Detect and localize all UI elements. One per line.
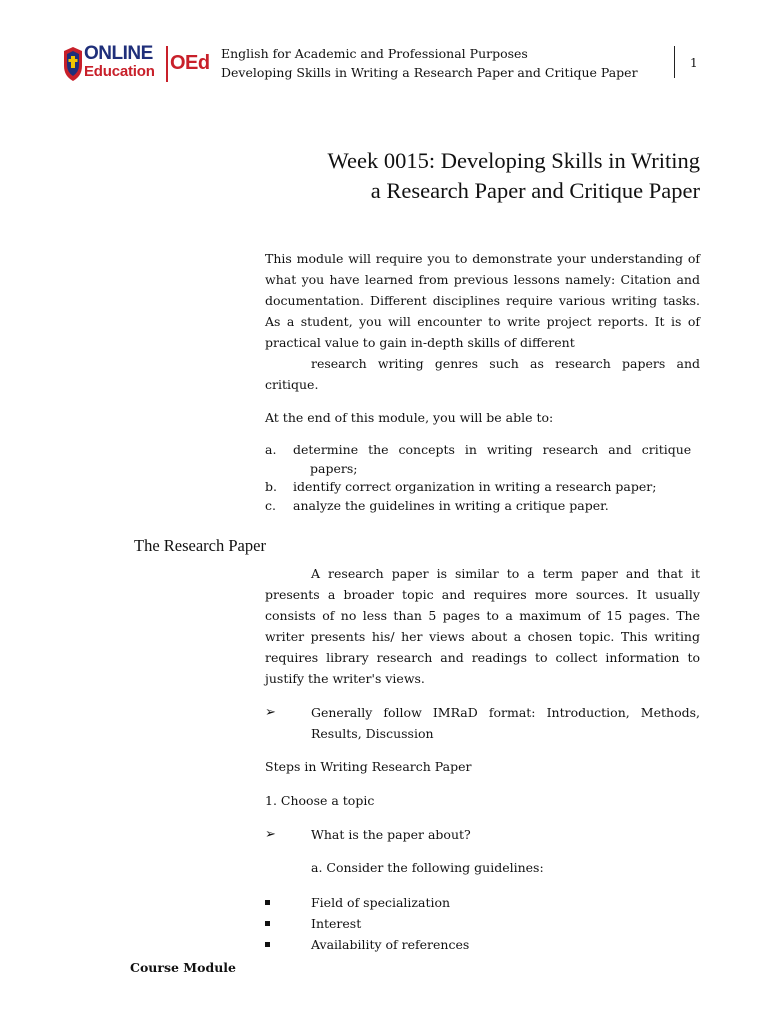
- square-bullet-icon: [265, 921, 270, 926]
- logo-oed-text: OEd: [170, 52, 210, 74]
- arrow-item-text: Generally follow IMRaD format: Introduction, Methods, Results, Discussion: [311, 705, 700, 741]
- objective-marker: c.: [265, 497, 276, 513]
- research-paper-paragraph: A research paper is similar to a term paper and that it presents a broader topic and requires more sources. It usually consists of no less than 5 pages to a maximum of 15 pages. The writer presents his/ her views about a chosen topic. This writing requires library research and readings to collect information to justify the writer's views.: [265, 566, 700, 686]
- header-course-title: English for Academic and Professional Purposes: [221, 46, 528, 61]
- intro-main-text: This module will require you to demonstrate your understanding of what you have learned from previous lessons namely: Citation and documentation. Different disciplines require various writing tasks. As a student, you will encounter to write project reports. It is of practical value to gain in-depth skills of different: [265, 251, 700, 350]
- objective-marker: a.: [265, 442, 277, 457]
- header-divider: [674, 46, 675, 78]
- objective-text: determine the concepts in writing research and critique: [293, 442, 692, 457]
- intro-tail-text: critique.: [265, 377, 319, 392]
- page-number: 1: [690, 56, 698, 70]
- step-item: 1. Choose a topic: [265, 793, 375, 808]
- steps-heading: Steps in Writing Research Paper: [265, 759, 472, 774]
- arrow-bullet-icon: ➢: [265, 705, 276, 720]
- objective-text: analyze the guidelines in writing a critique paper.: [293, 497, 609, 513]
- objective-text-continued: papers;: [310, 460, 358, 476]
- page-title: [240, 146, 700, 206]
- objective-item: [265, 497, 700, 516]
- bullet-item: [265, 913, 700, 934]
- online-education-logo: [62, 44, 214, 86]
- bullet-item: [265, 934, 700, 955]
- arrow-item-text: What is the paper about?: [311, 827, 471, 842]
- square-bullet-icon: [265, 942, 270, 947]
- objectives-lead: At the end of this module, you will be able to:: [265, 410, 554, 425]
- objective-marker: b.: [265, 479, 277, 494]
- page-title-line-1: Week 0015: Developing Skills in Writing: [327, 148, 700, 173]
- guidelines-bullet-list: [265, 892, 700, 955]
- bullet-item-text: Interest: [311, 916, 362, 931]
- header-module-title: Developing Skills in Writing a Research Paper and Critique Paper: [221, 65, 638, 80]
- objective-item: [265, 478, 700, 497]
- bullet-item: [265, 892, 700, 913]
- arrow-list-item: [265, 824, 700, 845]
- square-bullet-icon: [265, 900, 270, 905]
- page-header: [0, 0, 768, 100]
- objectives-list: [265, 441, 700, 515]
- objective-item: [265, 441, 700, 478]
- intro-indented-line: research writing genres such as research papers and: [311, 356, 700, 371]
- footer-course-module: Course Module: [130, 960, 237, 975]
- arrow-bullet-icon: ➢: [265, 827, 276, 842]
- objective-text: identify correct organization in writing a research paper;: [293, 479, 657, 494]
- logo-separator: [166, 46, 168, 82]
- bullet-item-text: Availability of references: [311, 937, 470, 952]
- bullet-item-text: Field of specialization: [311, 895, 451, 910]
- logo-online-text: ONLINE: [84, 43, 153, 64]
- arrow-list-item: [265, 702, 700, 744]
- section-heading-research-paper: The Research Paper: [134, 536, 266, 555]
- logo-education-text: Education: [84, 63, 155, 80]
- shield-logo-icon: [62, 46, 84, 82]
- page-title-line-2: a Research Paper and Critique Paper: [370, 178, 700, 203]
- intro-paragraph: [265, 248, 700, 395]
- guidelines-subheading: a. Consider the following guidelines:: [311, 860, 544, 875]
